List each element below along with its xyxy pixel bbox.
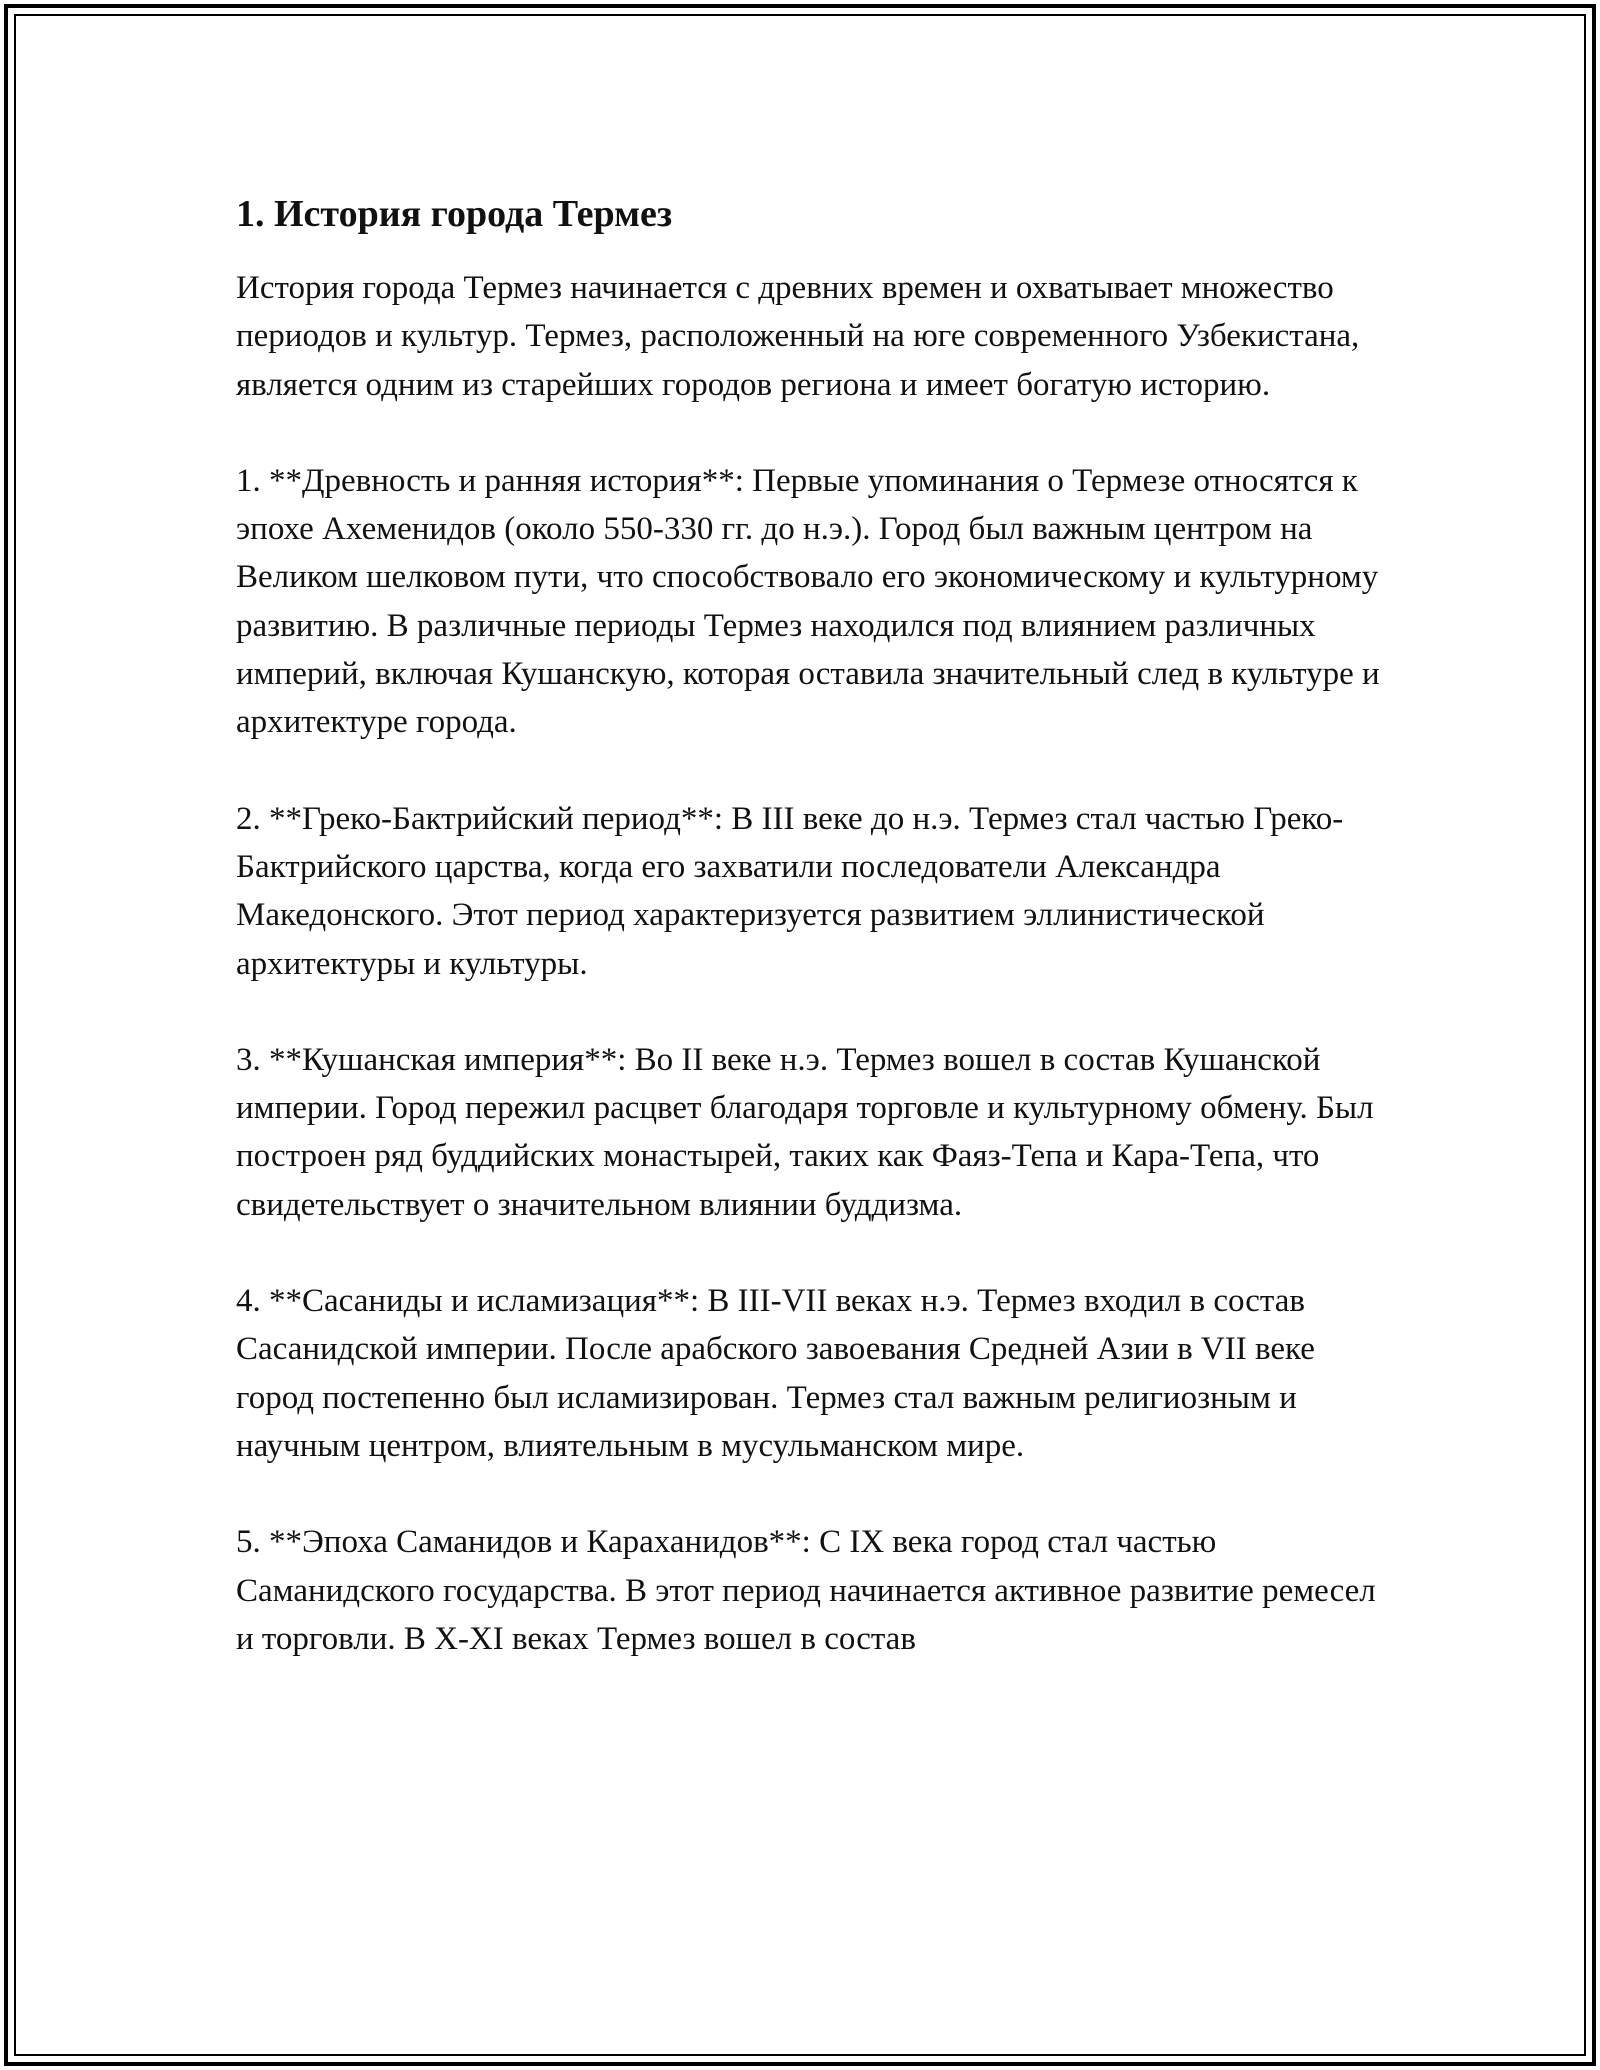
- section-heading: 1. История города Термез: [236, 193, 673, 235]
- paragraph-antiquity: 1. **Древность и ранняя история**: Первые упоминания о Термезе относятся к эпохе Ахеменидов (около 550-330 гг. до н.э.). Город был важным центром на Великом шелковом пути, что способствовало его экономическому и культурному развитию. В различные периоды Термез находился под влиянием различных империй, включая Кушанскую, которая оставила значительный след в культуре и архитектуре города.: [236, 462, 1380, 741]
- intro-paragraph: История города Термез начинается с древних времен и охватывает множество периодов и культур. Термез, расположенный на юге современного Узбекистана, является одним из старейших городов региона и имеет богатую историю.: [236, 270, 1360, 403]
- paragraph-greco-bactrian: 2. **Греко-Бактрийский период**: В III веке до н.э. Термез стал частью Греко-Бактрийского царства, когда его захватили последователи Александра Македонского. Этот период характеризуется развитием эллинистической архитектуры и культуры.: [236, 800, 1344, 982]
- paragraph-samanids-karakhanids: 5. **Эпоха Саманидов и Караханидов**: С IX века город стал частью Саманидского государства. В этот период начинается активное развитие ремесел и торговли. В X-XI веках Термез вошел в состав: [236, 1524, 1376, 1657]
- paragraph-kushan-empire: 3. **Кушанская империя**: Во II веке н.э. Термез вошел в состав Кушанской империи. Город пережил расцвет благодаря торговле и культурному обмену. Был построен ряд буддийских монастырей, таких как Фаяз-Тепа и Кара-Тепа, что свидетельствует о значительном влиянии буддизма.: [236, 1041, 1374, 1223]
- paragraph-sasanids-islamization: 4. **Сасаниды и исламизация**: В III-VII веках н.э. Термез входил в состав Сасанидской империи. После арабского завоевания Средней Азии в VII веке город постепенно был исламизирован. Термез стал важным религиозным и научным центром, влиятельным в мусульманском мире.: [236, 1283, 1315, 1464]
- document-body: [236, 190, 1396, 1663]
